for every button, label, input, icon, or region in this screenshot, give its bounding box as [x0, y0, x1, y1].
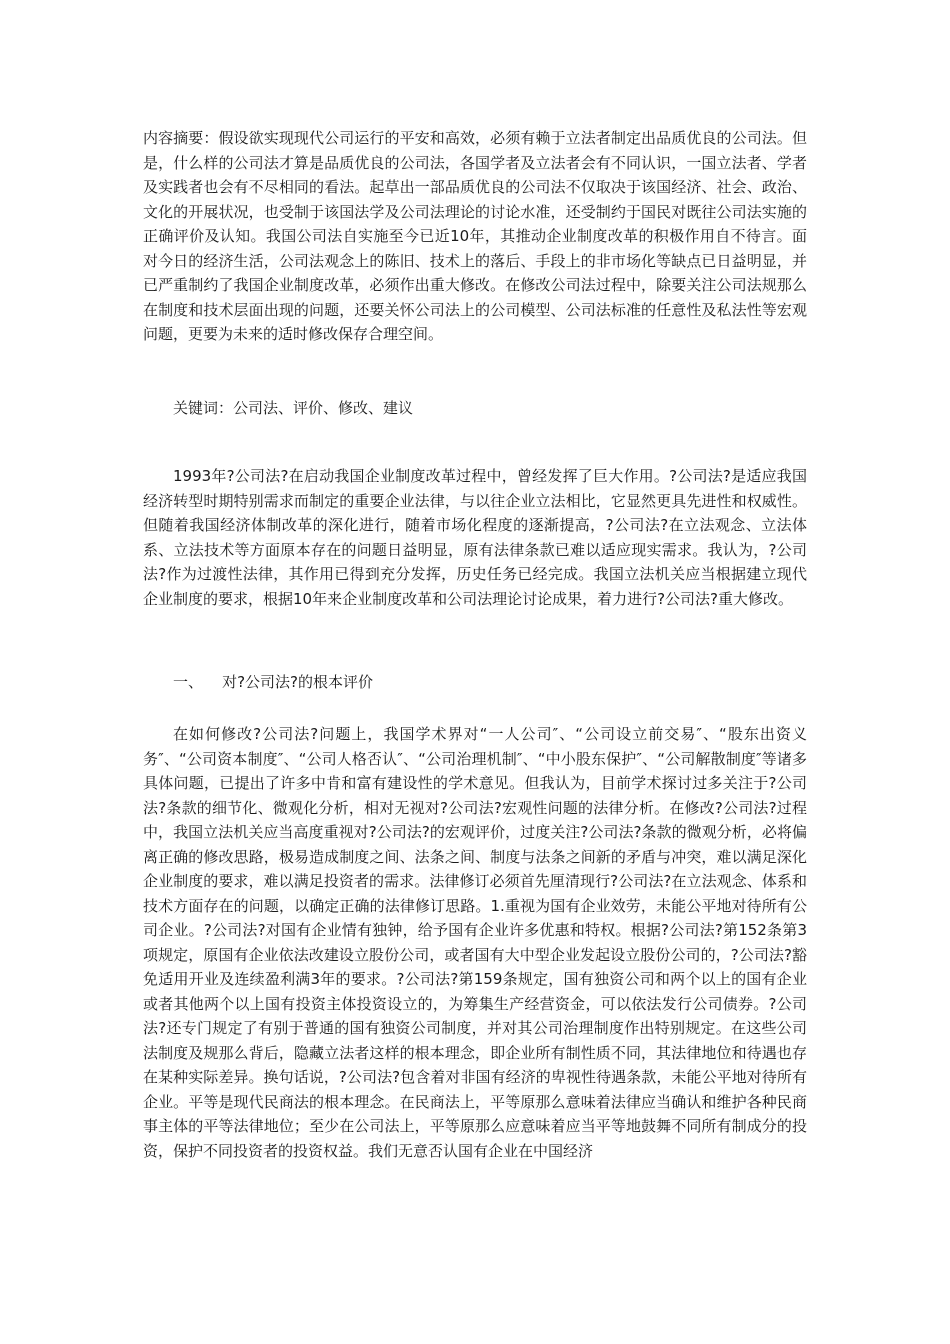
- intro-paragraph: 1993年?公司法?在启动我国企业制度改革过程中，曾经发挥了巨大作用。?公司法?是适应我国经济转型时期特别需求而制定的重要企业法律，与以往企业立法相比，它显然更具先进性和权威性。但随着我国经济体制改革的深化进行，随着市场化程度的逐渐提高，?公司法?在立法观念、立法体系、立法技术等方面原本存在的问题日益明显，原有法律条款已难以适应现实需求。我认为，?公司法?作为过渡性法律，其作用已得到充分发挥，历史任务已经完成。我国立法机关应当根据建立现代企业制度的要求，根据10年来企业制度改革和公司法理论讨论成果，着力进行?公司法?重大修改。: [143, 467, 807, 608]
- section-heading: 一、 对?公司法?的根本评价: [173, 673, 373, 691]
- abstract-paragraph: 内容摘要：假设欲实现现代公司运行的平安和高效，必须有赖于立法者制定出品质优良的公司法。但是，什么样的公司法才算是品质优良的公司法，各国学者及立法者会有不同认识，一国立法者、学者及实践者也会有不尽相同的看法。起草出一部品质优良的公司法不仅取决于该国经济、社会、政治、文化的开展状况，也受制于该国法学及公司法理论的讨论水准，还受制约于国民对既往公司法实施的正确评价及认知。我国公司法自实施至今已近10年，其推动企业制度改革的积极作用自不待言。面对今日的经济生活，公司法观念上的陈旧、技术上的落后、手段上的非市场化等缺点已日益明显，并已严重制约了我国企业制度改革，必须作出重大修改。在修改公司法过程中，除要关注公司法规那么在制度和技术层面出现的问题，还要关怀公司法上的公司模型、公司法标准的任意性及私法性等宏观问题，更要为未来的适时修改保存合理空间。: [143, 129, 807, 343]
- body-paragraph: 在如何修改?公司法?问题上，我国学术界对“一人公司″、“公司设立前交易″、“股东出资义务″、“公司资本制度″、“公司人格否认″、“公司治理机制″、“中小股东保护″、“公司解散制度″等诸多具体问题，已提出了许多中肯和富有建设性的学术意见。但我认为，目前学术探讨过多关注于?公司法?条款的细节化、微观化分析，相对无视对?公司法?宏观性问题的法律分析。在修改?公司法?过程中，我国立法机关应当高度重视对?公司法?的宏观评价，过度关注?公司法?条款的微观分析，必将偏离正确的修改思路，极易造成制度之间、法条之间、制度与法条之间新的矛盾与冲突，难以满足深化企业制度的要求，难以满足投资者的需求。法律修订必须首先厘清现行?公司法?在立法观念、体系和技术方面存在的问题，以确定正确的法律修订思路。1.重视为国有企业效劳，未能公平地对待所有公司企业。?公司法?对国有企业情有独钟，给予国有企业许多优惠和特权。根据?公司法?第152条第3项规定，原国有企业依法改建设立股份公司，或者国有大中型企业发起设立股份公司的，?公司法?豁免适用开业及连续盈利满3年的要求。?公司法?第159条规定，国有独资公司和两个以上的国有企业或者其他两个以上国有投资主体投资设立的，为筹集生产经营资金，可以依法发行公司债券。?公司法?还专门规定了有别于普通的国有独资公司制度，并对其公司治理制度作出特别规定。在这些公司法制度及规那么背后，隐藏立法者这样的根本理念，即企业所有制性质不同，其法律地位和待遇也存在某种实际差异。换句话说，?公司法?包含着对非国有经济的卑视性待遇条款，未能公平地对待所有企业。平等是现代民商法的根本理念。在民商法上，平等原那么意味着法律应当确认和维护各种民商事主体的平等法律地位；至少在公司法上，平等原那么应意味着应当平等地鼓舞不同所有制成分的投资，保护不同投资者的投资权益。我们无意否认国有企业在中国经济: [143, 725, 807, 1160]
- keywords-line: 关键词：公司法、评价、修改、建议: [173, 399, 414, 417]
